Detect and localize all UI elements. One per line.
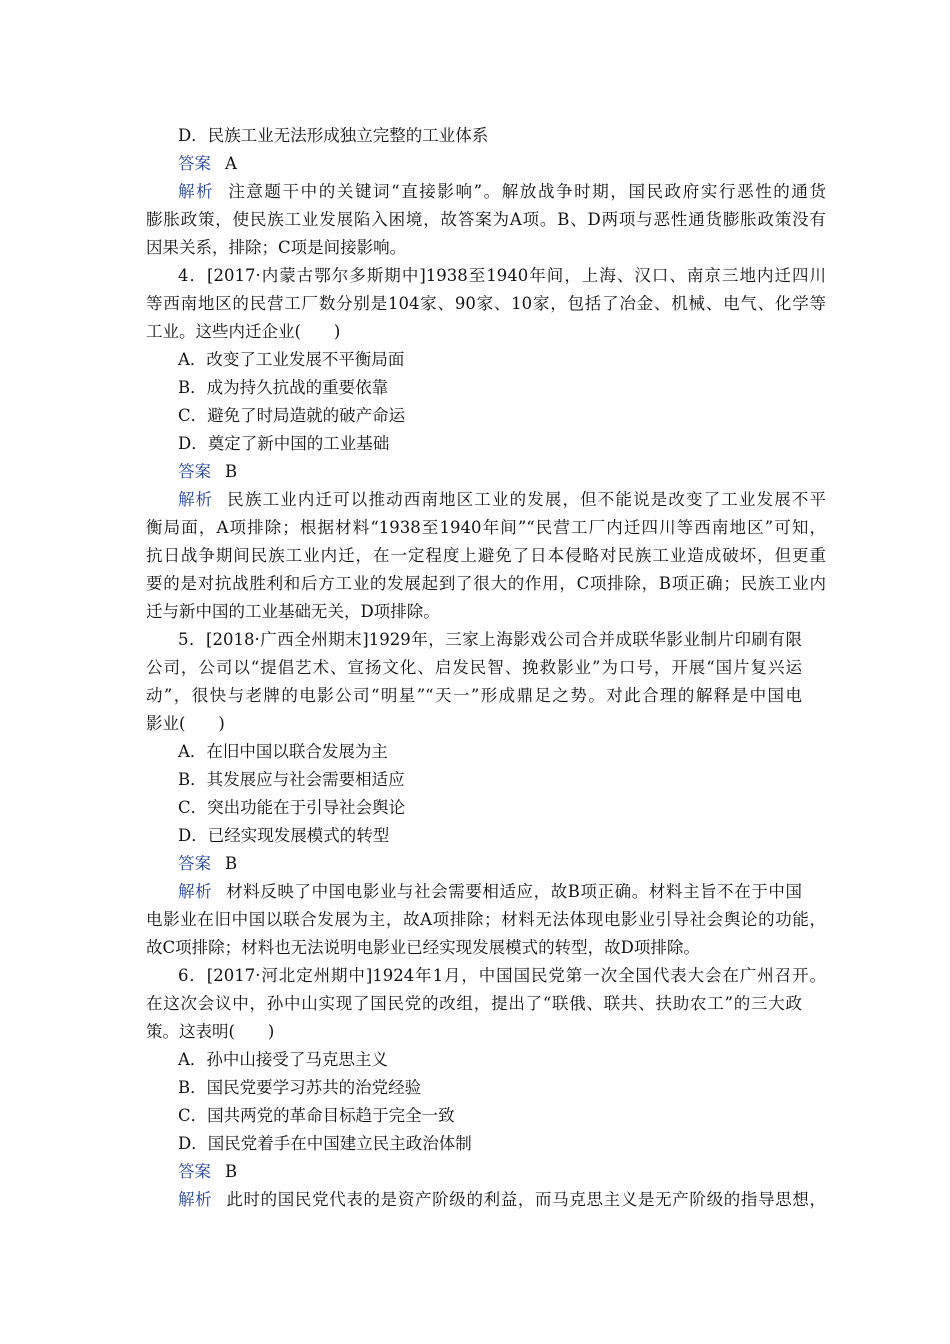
answer-q4: 答案 B: [178, 462, 238, 481]
answer-q6: 答案 B: [178, 1162, 238, 1181]
analysis-q4: 解析 民族工业内迁可以推动西南地区工业的发展，但不能说是改变了工业发展不平: [178, 490, 827, 509]
option-a-q6: A．孙中山接受了马克思主义: [178, 1050, 388, 1069]
answer-q5: 答案 B: [178, 854, 238, 873]
question-6-line3: 策。这表明( ): [146, 1022, 275, 1041]
option-d-q6: D．国民党着手在中国建立民主政治体制: [178, 1134, 472, 1153]
analysis-q5-line3: 故C项排除；材料也无法说明电影业已经实现发展模式的转型，故D项排除。: [146, 938, 700, 957]
question-5: 5．[2018·广西全州期末]1929年，三家上海影戏公司合并成联华影业制片印刷有限: [178, 630, 802, 649]
question-4: 4．[2017·内蒙古鄂尔多斯期中]1938至1940年间，上海、汉口、南京三地内迁四川: [178, 266, 826, 285]
analysis-q5-line2: 电影业在旧中国以联合发展为主，故A项排除；材料无法体现电影业引导社会舆论的功能，: [146, 910, 826, 929]
option-b-q4: B．成为持久抗战的重要依靠: [178, 378, 389, 397]
option-a-q4: A．改变了工业发展不平衡局面: [178, 350, 405, 369]
analysis-q3-line2: 膨胀政策，使民族工业发展陷入困境，故答案为A项。B、D两项与恶性通货膨胀政策没有: [146, 210, 826, 229]
analysis-q4-line5: 迁与新中国的工业基础无关，D项排除。: [146, 602, 440, 621]
option-c-q4: C．避免了时局造就的破产命运: [178, 406, 406, 425]
analysis-q5: 解析 材料反映了中国电影业与社会需要相适应，故B项正确。材料主旨不在于中国: [178, 882, 802, 901]
answer-q3: 答案 A: [178, 154, 237, 173]
question-6: 6．[2017·河北定州期中]1924年1月，中国国民党第一次全国代表大会在广州召开。: [178, 966, 826, 985]
option-c-q6: C．国共两党的革命目标趋于完全一致: [178, 1106, 455, 1125]
analysis-q3-line3: 因果关系，排除；C项是间接影响。: [146, 238, 407, 257]
analysis-q6: 解析 此时的国民党代表的是资产阶级的利益，而马克思主义是无产阶级的指导思想，: [178, 1190, 827, 1209]
analysis-q4-line3: 抗日战争期间民族工业内迁，在一定程度上避免了日本侵略对民族工业造成破坏，但更重: [146, 546, 826, 565]
option-d-q4: D．奠定了新中国的工业基础: [178, 434, 390, 453]
question-5-line4: 影业( ): [146, 714, 225, 733]
question-6-line2: 在这次会议中，孙中山实现了国民党的改组，提出了“联俄、联共、扶助农工”的三大政: [146, 994, 802, 1013]
option-c-q5: C．突出功能在于引导社会舆论: [178, 798, 406, 817]
question-5-line2: 公司，公司以“提倡艺术、宣扬文化、启发民智、挽救影业”为口号，开展“国片复兴运: [146, 658, 802, 677]
analysis-q3: 解析 注意题干中的关键词“直接影响”。解放战争时期，国民政府实行恶性的通货: [178, 182, 827, 201]
question-4-line2: 等西南地区的民营工厂数分别是104家、90家、10家，包括了冶金、机械、电气、化学等: [146, 294, 826, 313]
analysis-q4-line4: 要的是对抗战胜利和后方工业的发展起到了很大的作用，C项排除，B项正确；民族工业内: [146, 574, 826, 593]
analysis-q4-line2: 衡局面，A项排除；根据材料“1938至1940年间”“民营工厂内迁四川等西南地区”可知，: [146, 518, 826, 537]
option-b-q5: B．其发展应与社会需要相适应: [178, 770, 405, 789]
question-5-line3: 动”，很快与老牌的电影公司“明星”“天一”形成鼎足之势。对此合理的解释是中国电: [146, 686, 802, 705]
option-b-q6: B．国民党要学习苏共的治党经验: [178, 1078, 422, 1097]
question-4-line3: 工业。这些内迁企业( ): [146, 322, 341, 341]
option-a-q5: A．在旧中国以联合发展为主: [178, 742, 388, 761]
option-d-q5: D．已经实现发展模式的转型: [178, 826, 390, 845]
option-d-q3: D．民族工业无法形成独立完整的工业体系: [178, 126, 489, 145]
